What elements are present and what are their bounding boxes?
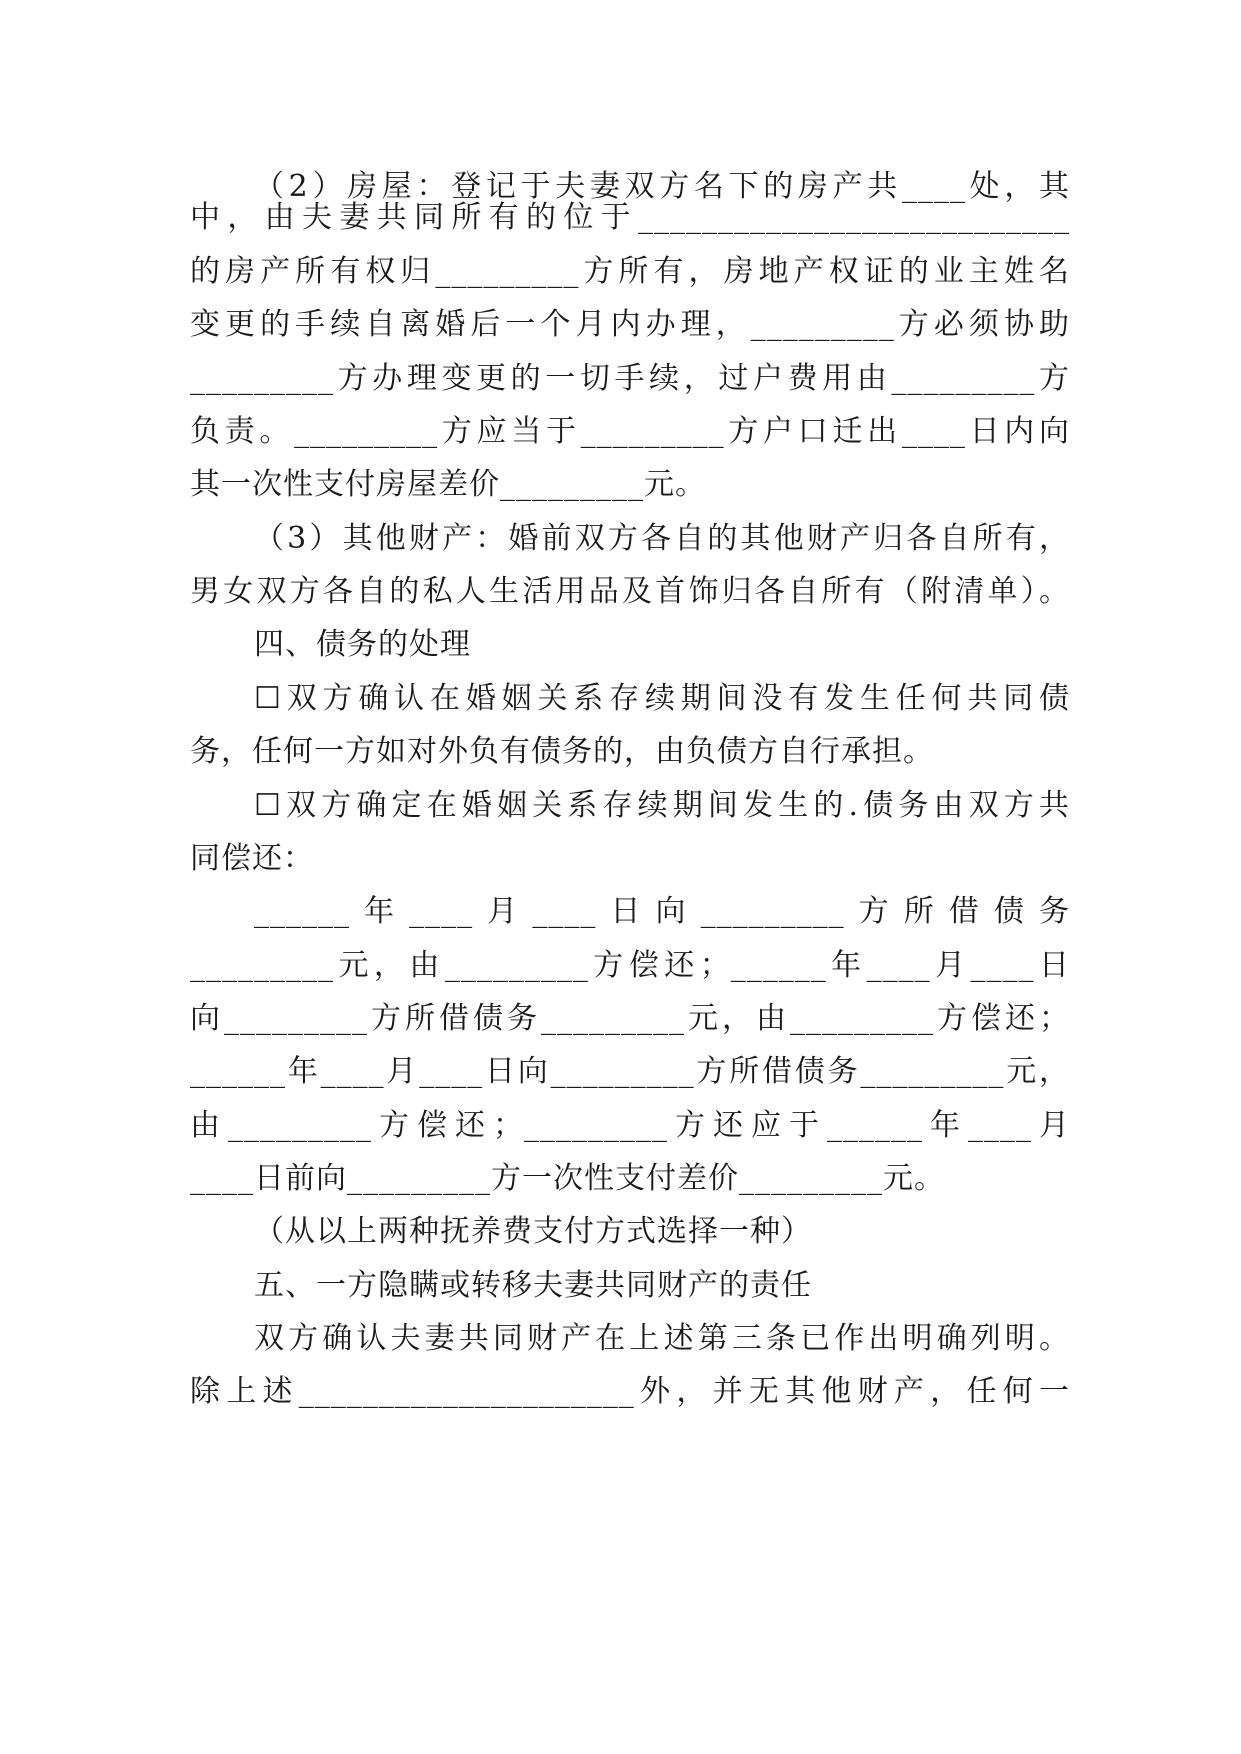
section-heading: 四、债务的处理 — [254, 627, 471, 662]
text-line: 同偿还： — [190, 841, 314, 876]
text-line: 由_________方偿还；_________方还应于______年____月 — [190, 1108, 1070, 1143]
text-line: 中，由夫妻共同所有的位于___________________________ — [190, 200, 1070, 235]
text-line: （2）房屋：登记于夫妻双方名下的房产共____处，其 — [254, 169, 1070, 204]
section-heading: 五、一方隐瞒或转移夫妻共同财产的责任 — [254, 1268, 812, 1303]
checkbox-line: ☐双方确认在婚姻关系存续期间没有发生任何共同债 — [254, 681, 1070, 716]
text-line: 务，任何一方如对外负有债务的，由负债方自行承担。 — [190, 734, 934, 769]
text-line: 双方确认夫妻共同财产在上述第三条已作出明确列明。 — [254, 1321, 1070, 1356]
text-line: 的房产所有权归_________方所有，房地产权证的业主姓名 — [190, 254, 1070, 289]
text-line: _________方办理变更的一切手续，过户费用由_________方 — [190, 361, 1070, 396]
text-line: 男女双方各自的私人生活用品及首饰归各自所有（附清单）。 — [190, 574, 1070, 609]
text-line: ______年____月____日向_________方所借债务_________元， — [190, 1054, 1070, 1089]
text-line: 负责。_________方应当于_________方户口迁出____日内向 — [190, 414, 1070, 449]
text-line: ______年____月____日向_________方所借债务 — [254, 894, 1070, 929]
text-line: ____日前向_________方一次性支付差价_________元。 — [190, 1161, 945, 1196]
text-line: （从以上两种抚养费支付方式选择一种） — [254, 1214, 812, 1249]
text-line: 除上述_____________________外，并无其他财产，任何一 — [190, 1374, 1070, 1409]
text-line: _________元，由_________方偿还；______年____月____日 — [190, 948, 1070, 983]
text-line: （3）其他财产：婚前双方各自的其他财产归各自所有， — [254, 521, 1070, 556]
text-line: 变更的手续自离婚后一个月内办理，_________方必须协助 — [190, 307, 1070, 342]
text-line: 向_________方所借债务_________元，由_________方偿还； — [190, 1001, 1070, 1036]
checkbox-line: ☐双方确定在婚姻关系存续期间发生的.债务由双方共 — [254, 788, 1070, 823]
text-line: 其一次性支付房屋差价_________元。 — [190, 467, 706, 502]
